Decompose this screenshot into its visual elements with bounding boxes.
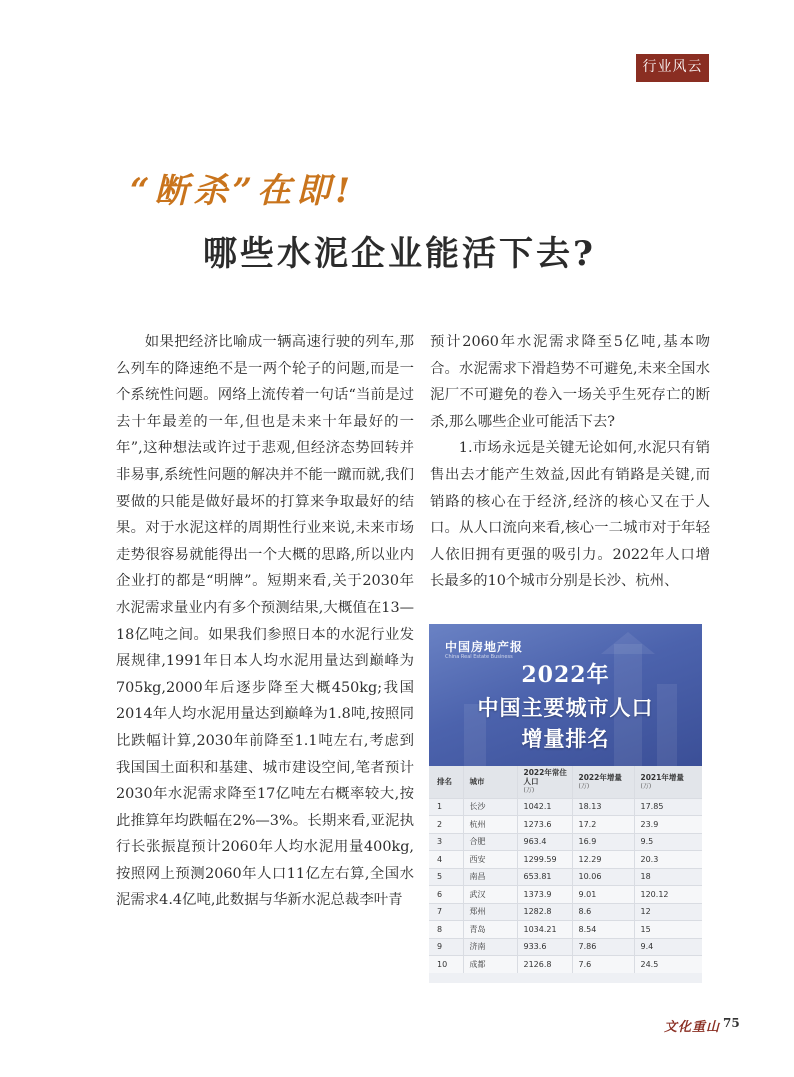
table-row — [429, 851, 702, 869]
cell-increase-2021: 9.5 — [634, 833, 702, 851]
cell-rank: 2 — [429, 816, 463, 834]
page-number: 75 — [723, 1016, 740, 1030]
cell-population-2022: 2126.8 — [517, 956, 572, 974]
table-row — [429, 798, 702, 816]
cell-population-2022: 1042.1 — [517, 798, 572, 816]
cell-increase-2022: 18.13 — [572, 798, 634, 816]
headline-line-2: 哪些水泥企业能活下去? — [203, 234, 596, 274]
cell-increase-2022: 9.01 — [572, 886, 634, 904]
cell-city: 成都 — [463, 956, 517, 974]
cell-city: 济南 — [463, 938, 517, 956]
header-rank: 排名 — [429, 766, 463, 798]
cell-increase-2021: 15 — [634, 921, 702, 939]
infographic-banner — [429, 624, 702, 766]
cell-population-2022: 933.6 — [517, 938, 572, 956]
cell-population-2022: 1273.6 — [517, 816, 572, 834]
table-row — [429, 956, 702, 974]
cell-rank: 7 — [429, 903, 463, 921]
cell-rank: 10 — [429, 956, 463, 974]
header-city: 城市 — [463, 766, 517, 798]
infographic-title-line-1: 中国主要城市人口 — [477, 695, 654, 720]
infographic-brand: 中国房地产报 — [445, 640, 524, 654]
cell-rank: 3 — [429, 833, 463, 851]
table-row — [429, 903, 702, 921]
table-row — [429, 868, 702, 886]
section-rule — [636, 80, 709, 82]
cell-increase-2022: 16.9 — [572, 833, 634, 851]
table-row — [429, 833, 702, 851]
cell-population-2022: 1299.59 — [517, 851, 572, 869]
population-infographic — [429, 624, 702, 983]
cell-city: 西安 — [463, 851, 517, 869]
cell-population-2022: 963.4 — [517, 833, 572, 851]
cell-increase-2022: 8.54 — [572, 921, 634, 939]
cell-city: 南昌 — [463, 868, 517, 886]
cell-city: 郑州 — [463, 903, 517, 921]
paragraph: 1.市场永远是关键无论如何,水泥只有销售出去才能产生效益,因此有销路是关键,而销路的核心在于经济,经济的核心又在于人口。从人口流向来看,核心一二城市对于年轻人依旧拥有更强的吸引力。2022年人口增长最多的10个城市分别是长沙、杭州、 — [430, 440, 710, 590]
cell-increase-2021: 18 — [634, 868, 702, 886]
cell-population-2022: 653.81 — [517, 868, 572, 886]
paragraph: 预计2060年水泥需求降至5亿吨,基本吻合。水泥需求下滑趋势不可避免,未来全国水泥厂不可避免的卷入一场关乎生死存亡的断杀,那么哪些企业可能活下去? — [430, 334, 710, 430]
infographic-title — [429, 692, 702, 754]
section-tag: 行业风云 — [636, 54, 709, 80]
cell-increase-2022: 7.6 — [572, 956, 634, 974]
cell-increase-2021: 20.3 — [634, 851, 702, 869]
cell-rank: 8 — [429, 921, 463, 939]
cell-increase-2021: 9.4 — [634, 938, 702, 956]
infographic-year: 2022年 — [521, 662, 610, 688]
header-increase-2022: 2022年增量 (万) — [572, 766, 634, 798]
cell-increase-2022: 12.29 — [572, 851, 634, 869]
cell-population-2022: 1034.21 — [517, 921, 572, 939]
table-row — [429, 938, 702, 956]
cell-city: 长沙 — [463, 798, 517, 816]
cell-rank: 6 — [429, 886, 463, 904]
cell-city: 合肥 — [463, 833, 517, 851]
paragraph: 如果把经济比喻成一辆高速行驶的列车,那么列车的降速绝不是一两个轮子的问题,而是一个系统性问题。网络上流传着一句话“当前是过去十年最差的一年,但也是未来十年最好的一年”,这种想法或许过于悲观,但经济态势回转并非易事,系统性问题的解决并不能一蹴而就,我们要做的只能是做好最坏的打算来争取最好的结果。对于水泥这样的周期性行业来说,未来市场走势很容易就能得出一个大概的思路,所以业内企业打的都是“明牌”。短期来看,关于2030年水泥需求量业内有多个预测结果,大概值在13—18亿吨之间。如果我们参照日本的水泥行业发展规律,1991年日本人均水泥用量达到巅峰为705kg,2000年后逐步降至大概450kg;我国2014年人均水泥用量达到巅峰为1.8吨,按照同比跌幅计算,2030年前降至1.1吨左右,考虑到我国国土面积和基建、城市建设空间,笔者预计2030年水泥需求降至17亿吨左右概率较大,按此推算年均跌幅在2%—3%。长期来看,亚泥执行长张振崑预计2060年人均水泥用量400kg,按照网上预测2060年人口11亿左右算,全国水泥需求4.4亿吨,此数据与华新水泥总裁李叶青 — [116, 334, 414, 909]
cell-population-2022: 1373.9 — [517, 886, 572, 904]
cell-rank: 1 — [429, 798, 463, 816]
cell-rank: 9 — [429, 938, 463, 956]
cell-increase-2022: 8.6 — [572, 903, 634, 921]
cell-increase-2022: 7.86 — [572, 938, 634, 956]
cell-increase-2021: 23.9 — [634, 816, 702, 834]
table-row — [429, 921, 702, 939]
header-population-2022: 2022年常住人口 (万) — [517, 766, 572, 798]
infographic-brand-sub: China Real Estate Business — [445, 654, 513, 660]
footer-brand: 文化重山 — [664, 1020, 721, 1035]
header-increase-2021: 2021年增量 (万) — [634, 766, 702, 798]
table-header-row — [429, 766, 702, 798]
cell-increase-2021: 12 — [634, 903, 702, 921]
infographic-title-line-2: 增量排名 — [521, 726, 610, 751]
cell-increase-2022: 17.2 — [572, 816, 634, 834]
cell-city: 青岛 — [463, 921, 517, 939]
cell-city: 杭州 — [463, 816, 517, 834]
cell-increase-2021: 24.5 — [634, 956, 702, 974]
cell-rank: 5 — [429, 868, 463, 886]
headline-line-1: “断杀”在即! — [130, 171, 356, 211]
cell-increase-2021: 120.12 — [634, 886, 702, 904]
cell-city: 武汉 — [463, 886, 517, 904]
cell-population-2022: 1282.8 — [517, 903, 572, 921]
population-rank-table — [429, 766, 702, 973]
cell-increase-2022: 10.06 — [572, 868, 634, 886]
body-column-left — [116, 329, 414, 914]
table-row — [429, 816, 702, 834]
cell-rank: 4 — [429, 851, 463, 869]
cell-increase-2021: 17.85 — [634, 798, 702, 816]
table-row — [429, 886, 702, 904]
body-column-right — [430, 329, 710, 595]
